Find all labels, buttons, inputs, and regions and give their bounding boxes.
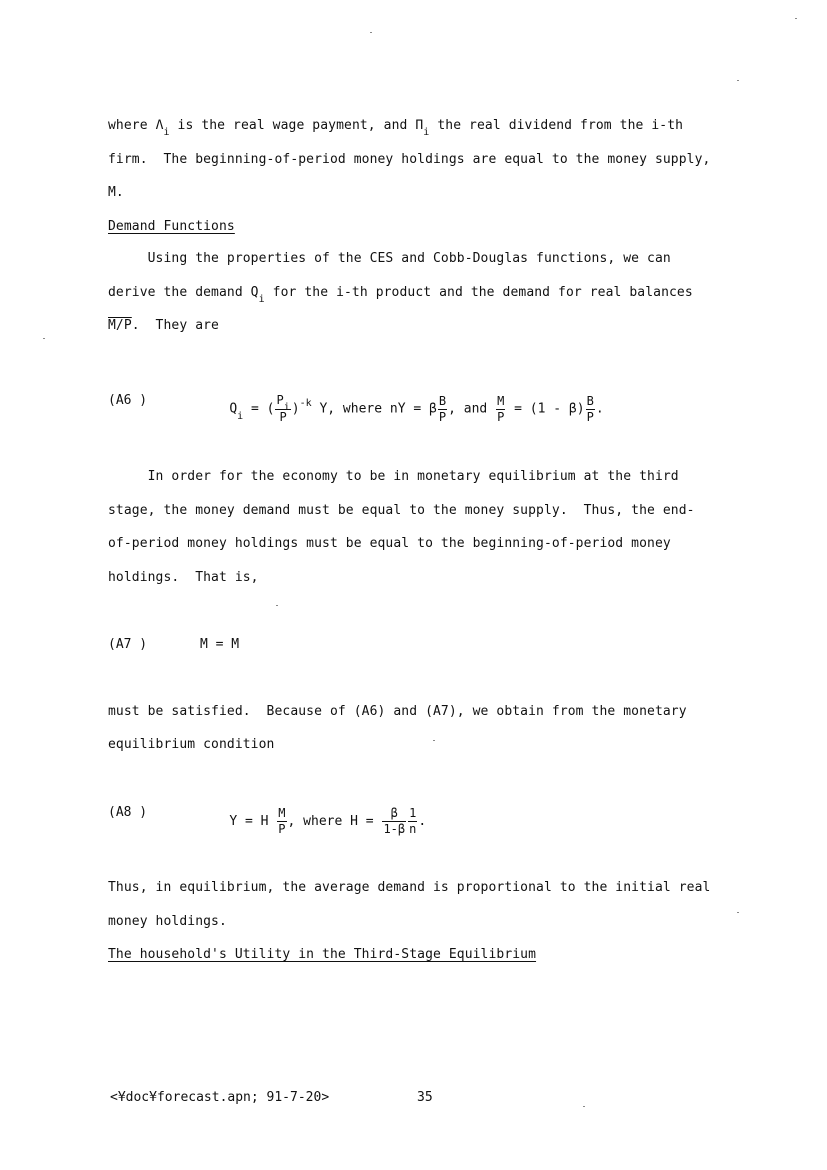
text-run: for the i-th product and the demand for real balances [264,285,693,300]
fraction-denominator: P [438,409,447,424]
text-run: Y, where nY = [311,401,430,417]
fraction-numerator: B [438,393,447,408]
equation-a7: M = M [200,637,240,652]
fraction-numerator: B [586,393,594,408]
paragraph-2-line-2 [108,285,693,305]
equation-a6-label: (A6 ) [108,393,148,408]
fraction-numerator: 1 [409,806,417,820]
paragraph-2-line-1: Using the properties of the CES and Cobb-Douglas functions, we can [108,251,671,266]
section-heading-household-utility: The household's Utility in the Third-Stage Equilibrium [108,947,537,962]
lambda-symbol: Λ [155,118,164,133]
scan-speck [737,80,739,81]
fraction-numerator: $P_i$ [276,393,290,413]
pi-symbol: Π [415,118,424,133]
text-run: is the real wage payment, and [169,118,416,133]
fraction-denominator: P [497,409,505,424]
text-run: , and [448,401,496,417]
text-run: , where H = [287,814,382,829]
equation-a8 [198,791,426,852]
scan-speck [737,912,739,913]
footer-file-path: <¥doc¥forecast.apn; 91-7-20> [110,1090,330,1105]
section-heading-demand-functions: Demand Functions [108,219,235,234]
real-balances-symbol: M/P [108,318,132,333]
text-run: where [108,118,156,133]
text-run: = (1 - β) [506,401,585,417]
paragraph-3-line-2: stage, the money demand must be equal to the money supply. Thus, the end- [108,503,695,518]
fraction-denominator: P [279,410,287,424]
paragraph-1-line-2: firm. The beginning-of-period money holdings are equal to the money supply, [108,152,711,167]
paragraph-3-line-1: In order for the economy to be in monetary equilibrium at the third [108,469,679,484]
equation-a6 [198,378,604,440]
equation-a8-label: (A8 ) [108,805,148,820]
q-symbol: Q [229,401,238,417]
exponent: -k [299,397,312,409]
equation-a7-label: (A7 ) [108,637,148,652]
subscript: i [258,294,265,305]
text-run: . They are [131,318,219,333]
paragraph-1-line-1 [108,118,684,138]
text-run: . [418,814,427,829]
beta-fraction [382,806,406,837]
paragraph-1-line-3: M. [108,185,124,200]
page-number: 35 [417,1090,433,1105]
paragraph-2-line-3 [108,318,219,334]
text-run: = H [237,814,277,829]
text-run: . [595,401,604,417]
fraction-numerator: M [278,806,286,820]
text-run: the real dividend from the i-th [429,118,684,133]
fraction-denominator: P [278,822,286,836]
paragraph-4-line-2: equilibrium condition [108,737,275,752]
text-run: ) [291,401,300,417]
y-symbol: Y [229,814,238,829]
b-over-p-fraction [438,394,447,425]
scan-speck [583,1106,585,1107]
m-over-p-fraction [496,394,505,425]
scan-speck [276,605,278,606]
fraction-denominator: n [409,822,417,836]
paragraph-3-line-4: holdings. That is, [108,570,259,585]
fraction-numerator: M [497,393,505,408]
paragraph-3-line-3: of-period money holdings must be equal to the beginning-of-period money [108,536,671,551]
one-over-n-fraction [408,806,417,837]
subscript: i [237,410,244,422]
subscript: i [163,127,170,138]
scan-speck [795,18,797,19]
fraction-denominator: P [586,409,594,424]
fraction-numerator: β [382,806,406,822]
scan-speck [43,338,45,339]
paragraph-5-line-1: Thus, in equilibrium, the average demand is proportional to the initial real [108,880,711,895]
b-over-p-fraction-2 [586,394,595,425]
scan-speck [370,32,372,33]
text-run: = ( [243,401,275,417]
beta-symbol: β [429,401,437,417]
price-ratio-fraction [275,393,290,425]
paragraph-5-line-2: money holdings. [108,914,227,929]
scan-speck [433,740,435,741]
paragraph-4-line-1: must be satisfied. Because of (A6) and (A7), we obtain from the monetary [108,704,687,719]
m-over-p-fraction [277,806,286,837]
text-run: derive the demand Q [108,285,259,300]
fraction-denominator: 1-β [383,822,406,836]
subscript: i [423,127,430,138]
